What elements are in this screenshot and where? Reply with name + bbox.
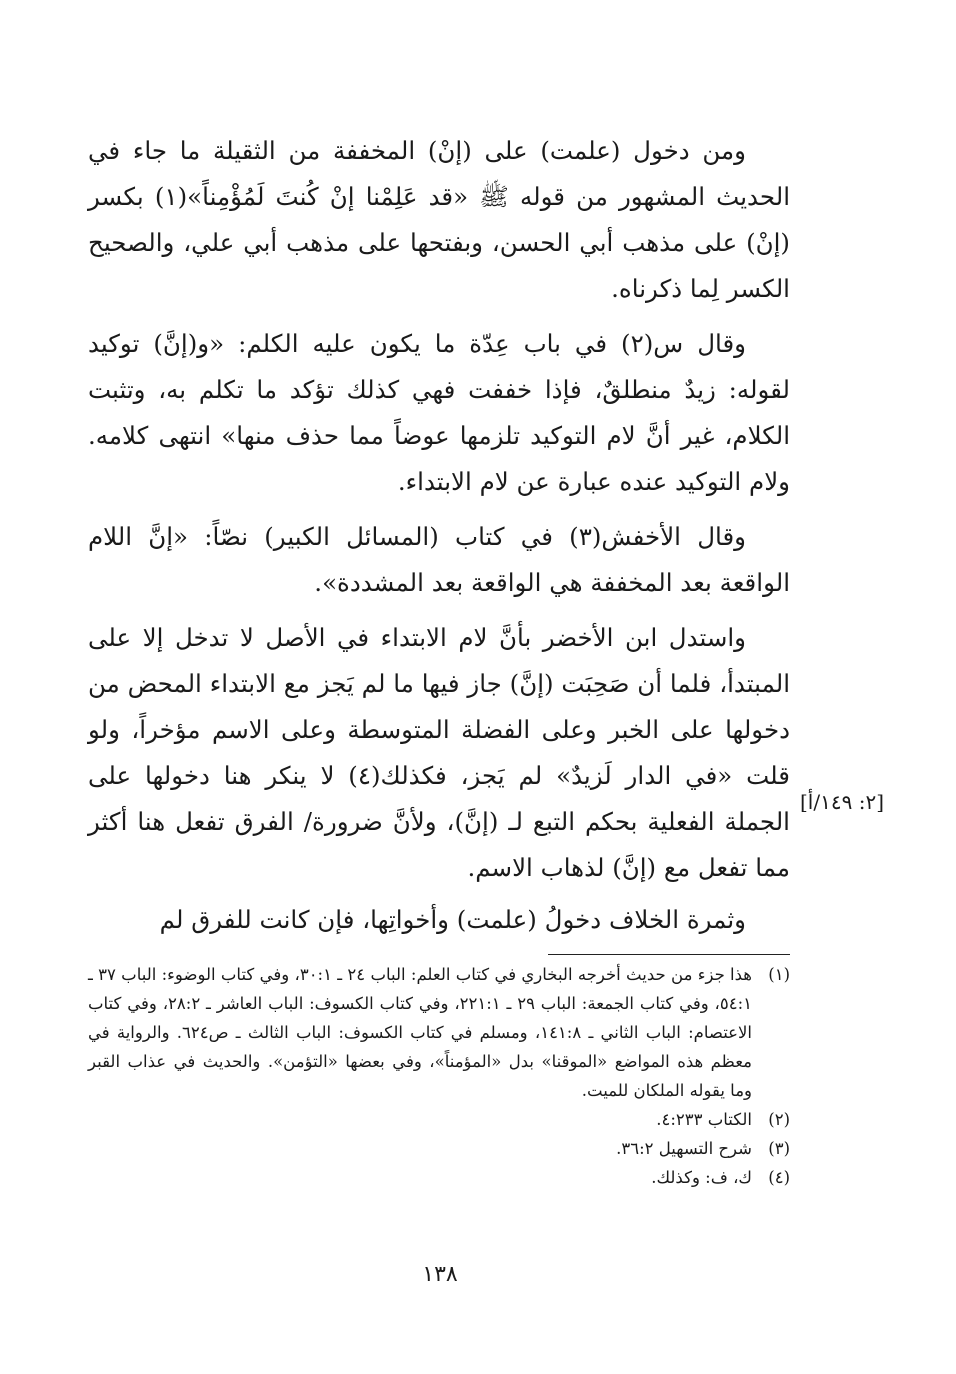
footnote (88, 960, 790, 1105)
manuscript-folio-reference: [٢: ١٤٩/أ] (800, 790, 885, 814)
footnote-number: (٣) (768, 1139, 790, 1158)
footnote-number: (٤) (768, 1168, 790, 1187)
paragraph: ومن دخول (علمت) على (إنْ) المخففة من الثقيلة ما جاء في الحديث المشهور من قوله ﷺ «قد عَلِمْنا إنْ كُنتَ لَمُؤْمِناً»(١) بكسر (إنْ) على مذهب أبي الحسن، وبفتحها على مذهب أبي علي، والصحيح الكسر لِما ذكرناه. (88, 136, 790, 303)
footnote-text: ك، ف: وكذلك. (651, 1168, 752, 1187)
footnote-text: الكتاب ٤:٢٣٣. (656, 1110, 752, 1129)
paragraph: واستدل ابن الأخضر بأنَّ لام الابتداء في الأصل لا تدخل إلا على المبتدأ، فلما أن صَحِبَت (إنَّ) جاز فيها ما لم يَجز مع الابتداء المحض من دخولها على الخبر وعلى الفضلة المتوسطة وعلى الاسم مؤخراً، ولو قلت «في الدار لَزيدٌ» لم يَجز، فكذلك(٤) لا ينكر هنا دخولها على الجملة الفعلية بحكم التبع لـ (إنَّ)، ولأنَّ ضرورة/ الفرق تفعل هنا أكثر مما تفعل مع (إنَّ) لذهاب الاسم. (88, 623, 790, 882)
footnote-number: (١) (768, 965, 790, 984)
footnote-number: (٢) (768, 1110, 790, 1129)
paragraph: وقال الأخفش(٣) في كتاب (المسائل الكبير) نصّاً: «إنَّ اللام الواقعة بعد المخففة هي الواقعة بعد المشددة». (88, 522, 790, 597)
footnote-separator (548, 954, 790, 955)
page-number: ١٣٨ (422, 1262, 458, 1287)
footnote-text: شرح التسهيل ٣٦:٢. (616, 1139, 752, 1158)
paragraph: وقال س(٢) في باب عِدّة ما يكون عليه الكلم: «و(إنَّ) توكيد لقوله: زيدٌ منطلقٌ، فإذا خففت فهي كذلك تؤكد ما تكلم به، وتثبت الكلام، غير أنَّ لام التوكيد تلزمها عوضاً مما حذف منها» انتهى كلامه. ولام التوكيد عنده عبارة عن لام الابتداء. (88, 329, 790, 496)
main-text (88, 128, 790, 952)
footnote (88, 1163, 790, 1192)
paragraph: وثمرة الخلاف دخولُ (علمت) وأخواتِها، فإن كانت للفرق لم (159, 905, 746, 934)
footnotes (88, 960, 790, 1192)
footnote (88, 1105, 790, 1134)
footnote (88, 1134, 790, 1163)
footnote-text: هذا جزء من حديث أخرجه البخاري في كتاب العلم: الباب ٢٤ ـ ٣٠:١، وفي كتاب الوضوء: الباب ٣٧ ـ ٥٤:١، وفي كتاب الجمعة: الباب ٢٩ ـ ٢٢١:١، وفي كتاب الكسوف: الباب العاشر ـ ٢٨:٢، وفي كتاب الاعتصام: الباب الثاني ـ ١٤١:٨، ومسلم في كتاب الكسوف: الباب الثالث ـ ص٦٢٤. والرواية في معظم هذه المواضع «الموقنا» بدل «المؤمناً»، وفي بعضها «التؤمن». والحديث في عذاب القبر وما يقوله الملكان للميت. (88, 965, 753, 1100)
